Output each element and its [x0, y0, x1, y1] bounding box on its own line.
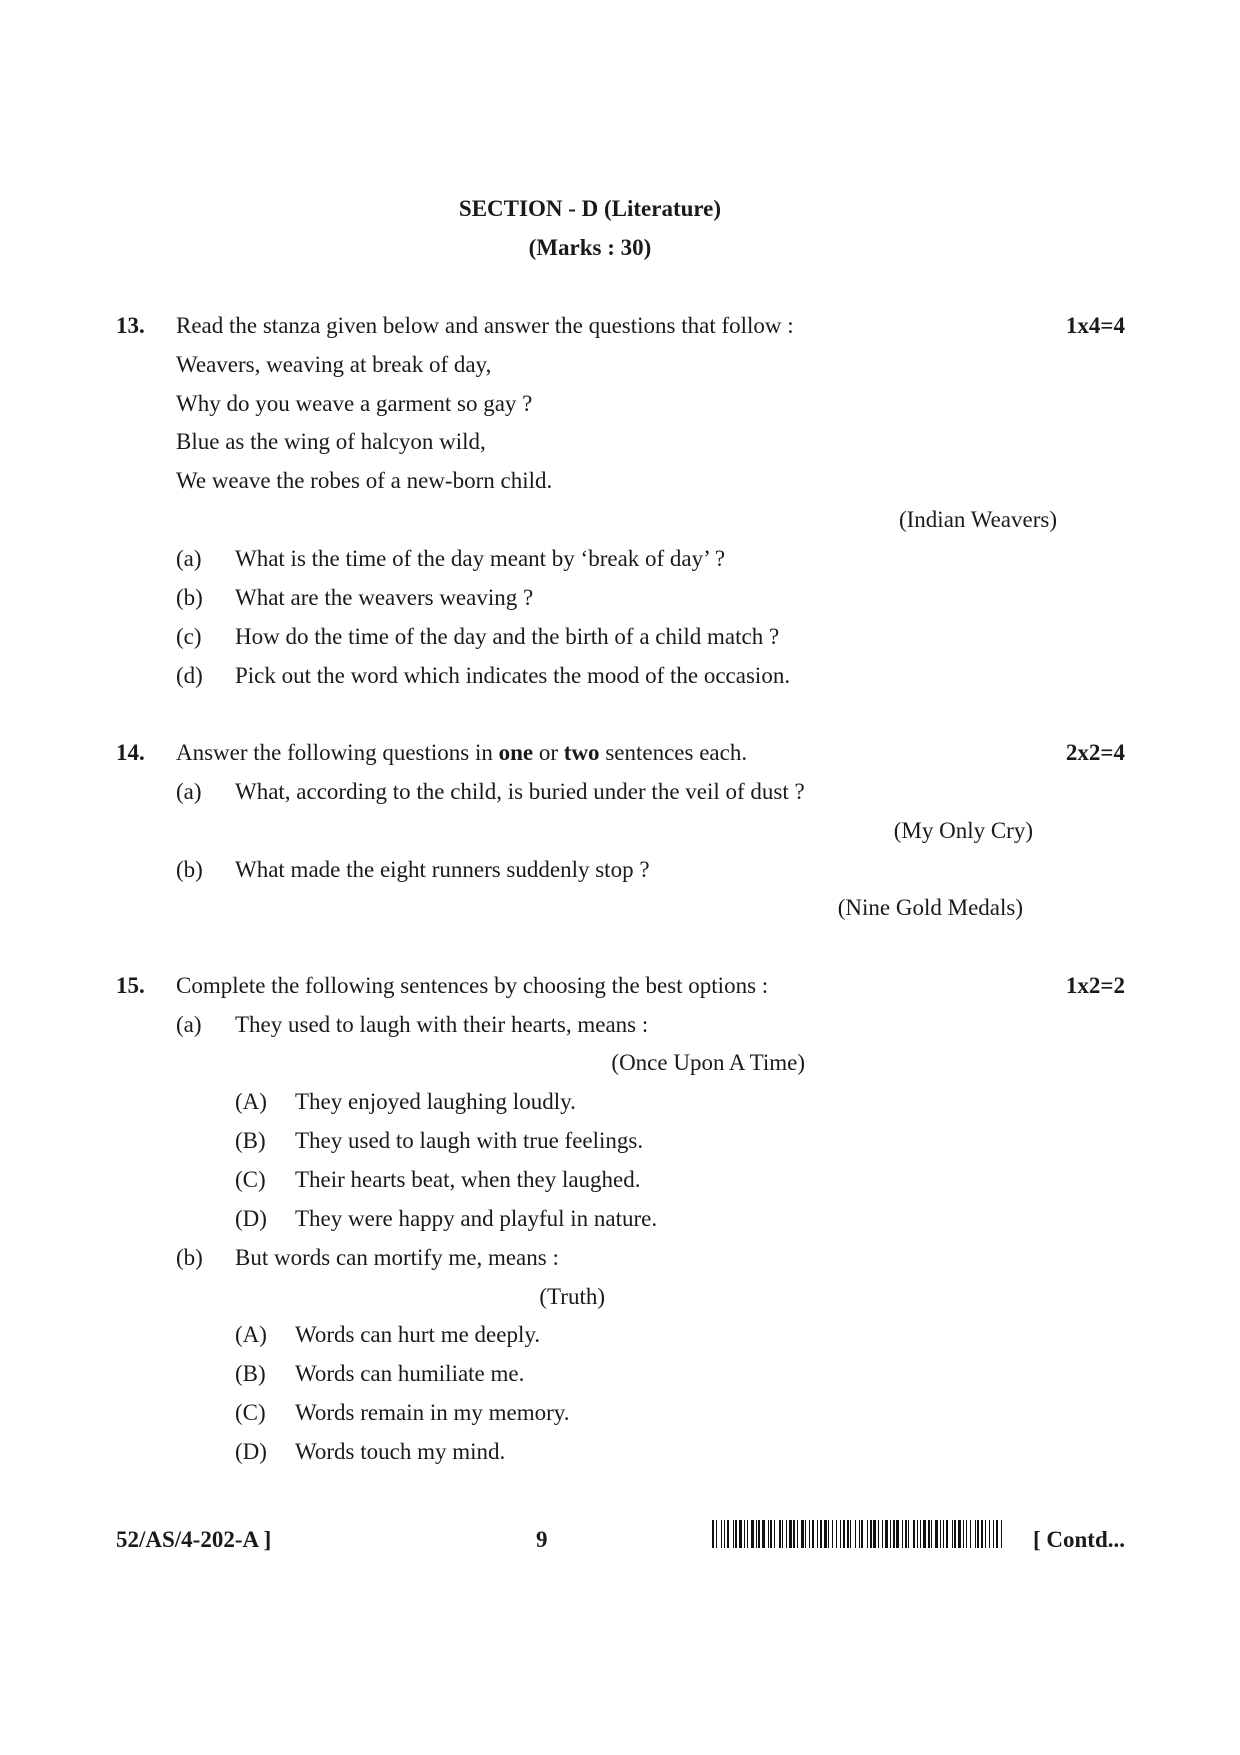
q14-number: 14.	[116, 740, 145, 765]
q14b-text: What made the eight runners suddenly stop ?	[235, 857, 650, 882]
q15-number: 15.	[116, 973, 145, 998]
q15b-option-label: (A)	[235, 1322, 267, 1347]
q15a-option-label: (A)	[235, 1089, 267, 1114]
q14-prompt-bold-two: two	[563, 740, 600, 765]
q15b-option-label: (C)	[235, 1400, 266, 1425]
q14a-text: What, according to the child, is buried under the veil of dust ?	[235, 779, 805, 804]
q13-prompt: Read the stanza given below and answer the questions that follow :	[176, 313, 794, 338]
barcode-icon	[712, 1520, 1004, 1548]
q13-stanza-line: Why do you weave a garment so gay ?	[176, 391, 533, 416]
q15b-option-label: (B)	[235, 1361, 266, 1386]
q14b-source: (Nine Gold Medals)	[837, 895, 1023, 920]
q15a-option-text: They used to laugh with true feelings.	[295, 1128, 644, 1153]
q14-prompt	[176, 741, 747, 764]
q15a-option-text: They enjoyed laughing loudly.	[295, 1089, 576, 1114]
q15a-option-label: (C)	[235, 1167, 266, 1192]
q15a-label: (a)	[176, 1012, 202, 1037]
q15b-option-text: Words touch my mind.	[295, 1439, 506, 1464]
q14a-label: (a)	[176, 779, 202, 804]
section-title: SECTION - D (Literature)	[458, 196, 722, 221]
q15b-label: (b)	[176, 1245, 203, 1270]
q15b-option-text: Words can hurt me deeply.	[295, 1322, 541, 1347]
q14-prompt-pre: Answer the following questions in	[176, 740, 499, 765]
q14b-label: (b)	[176, 857, 203, 882]
q13-stanza-line: Blue as the wing of halcyon wild,	[176, 429, 486, 454]
q13-marks: 1x4=4	[1065, 313, 1125, 338]
q14-prompt-post: sentences each.	[599, 740, 748, 765]
q14-marks: 2x2=4	[1065, 740, 1125, 765]
q14-prompt-mid: or	[533, 740, 564, 765]
q15b-text: But words can mortify me, means :	[235, 1245, 559, 1270]
q13-source: (Indian Weavers)	[898, 507, 1057, 532]
q15b-option-label: (D)	[235, 1439, 267, 1464]
q13b-label: (b)	[176, 585, 203, 610]
q14a-source: (My Only Cry)	[893, 818, 1033, 843]
q15-prompt: Complete the following sentences by choosing the best options :	[176, 973, 769, 998]
q15a-text: They used to laugh with their hearts, means :	[235, 1012, 649, 1037]
q15b-source: (Truth)	[539, 1284, 605, 1309]
q13c-label: (c)	[176, 624, 202, 649]
paper-code: 52/AS/4-202-A ]	[116, 1527, 272, 1552]
q13c-text: How do the time of the day and the birth of a child match ?	[235, 624, 780, 649]
page-number: 9	[536, 1527, 548, 1552]
q13-stanza-line: We weave the robes of a new-born child.	[176, 468, 553, 493]
q13d-text: Pick out the word which indicates the mood of the occasion.	[235, 663, 791, 688]
q15a-option-text: Their hearts beat, when they laughed.	[295, 1167, 641, 1192]
q15b-option-text: Words remain in my memory.	[295, 1400, 570, 1425]
q13b-text: What are the weavers weaving ?	[235, 585, 534, 610]
q13d-label: (d)	[176, 663, 203, 688]
q15a-option-text: They were happy and playful in nature.	[295, 1206, 658, 1231]
q15a-option-label: (D)	[235, 1206, 267, 1231]
q13a-text: What is the time of the day meant by ‘break of day’ ?	[235, 546, 726, 571]
q15b-option-text: Words can humiliate me.	[295, 1361, 525, 1386]
q15a-source: (Once Upon A Time)	[611, 1050, 805, 1075]
q15a-option-label: (B)	[235, 1128, 266, 1153]
q13-stanza-line: Weavers, weaving at break of day,	[176, 352, 492, 377]
contd-label: [ Contd...	[1032, 1527, 1125, 1552]
q15-marks: 1x2=2	[1065, 973, 1125, 998]
q13-number: 13.	[116, 313, 145, 338]
section-marks: (Marks : 30)	[528, 235, 652, 260]
q13a-label: (a)	[176, 546, 202, 571]
q14-prompt-bold-one: one	[498, 740, 534, 765]
